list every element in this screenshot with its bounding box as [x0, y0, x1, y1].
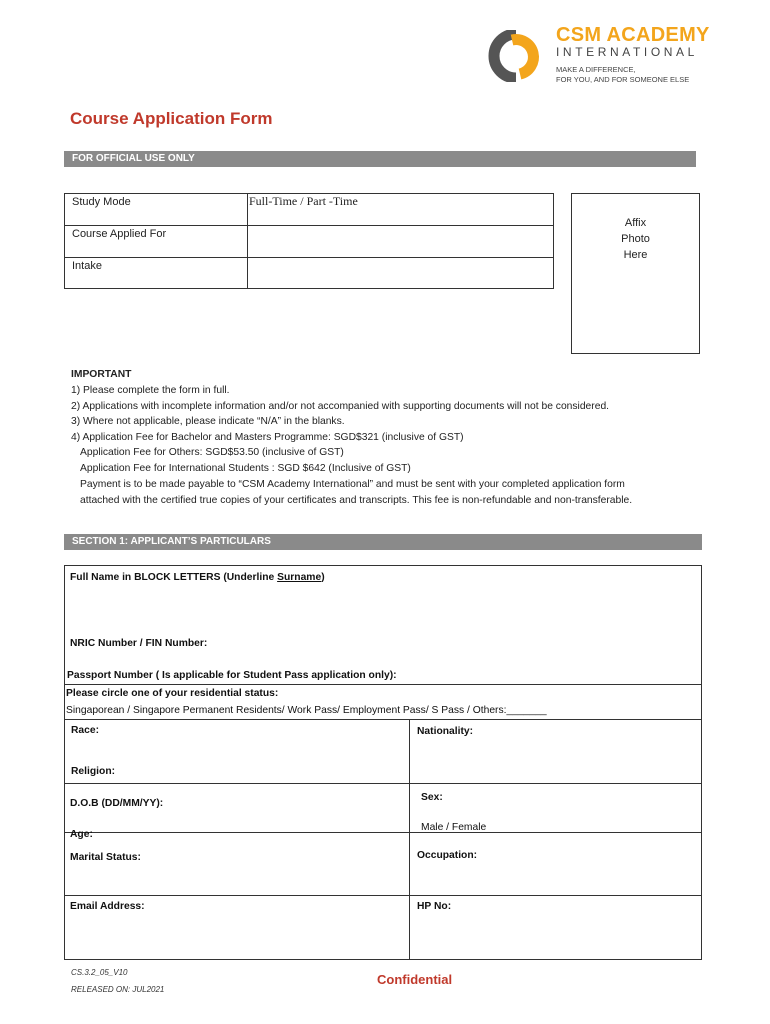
occupation-label[interactable]: Occupation: — [417, 850, 478, 861]
important-line: 1) Please complete the form in full. — [71, 385, 230, 396]
intake-row — [65, 258, 553, 290]
sex-label: Sex: — [421, 792, 443, 803]
important-line: 3) Where not applicable, please indicate “N/A” in the blanks. — [71, 416, 345, 427]
section1-bar: SECTION 1: APPLICANT’S PARTICULARS — [64, 534, 702, 550]
dob-label[interactable]: D.O.B (DD/MM/YY): — [70, 798, 164, 809]
photo-text-affix: Affix — [624, 217, 647, 229]
important-line: Application Fee for International Students : SGD $642 (Inclusive of GST) — [80, 463, 411, 474]
row-divider — [65, 684, 702, 685]
study-mode-row — [65, 194, 553, 226]
important-line: attached with the certified true copies of your certificates and transcripts. This fee is non-refundable and non-transferable. — [80, 495, 633, 506]
photo-box[interactable] — [571, 193, 700, 354]
row-divider — [65, 895, 702, 896]
hp-label[interactable]: HP No: — [417, 901, 452, 912]
important-line: Application Fee for Others: SGD$53.50 (inclusive of GST) — [80, 447, 344, 458]
study-mode-value[interactable]: Full-Time / Part -Time — [249, 194, 358, 208]
official-use-bar: FOR OFFICIAL USE ONLY — [64, 151, 696, 167]
photo-text-photo: Photo — [621, 233, 650, 245]
marital-status-label[interactable]: Marital Status: — [70, 852, 141, 863]
surname-text: Surname — [277, 572, 322, 583]
applicant-particulars-box — [64, 565, 702, 960]
age-label[interactable]: Age: — [70, 829, 93, 840]
document-code: CS.3.2_05_V10 — [71, 968, 128, 977]
sex-options[interactable]: Male / Female — [421, 822, 487, 833]
full-name-label[interactable]: Full Name in BLOCK LETTERS (Underline Surname) — [70, 572, 325, 583]
release-date: RELEASED ON: JUL2021 — [71, 985, 165, 994]
confidential-label: Confidential — [377, 972, 453, 987]
course-applied-row — [65, 226, 553, 258]
logo-tagline-1: MAKE A DIFFERENCE, — [556, 65, 636, 74]
row-divider — [65, 783, 702, 784]
logo-subtitle: INTERNATIONAL — [556, 45, 698, 59]
nationality-label[interactable]: Nationality: — [417, 726, 474, 737]
important-line: Payment is to be made payable to “CSM Academy International” and must be sent with your completed application form — [80, 479, 625, 490]
photo-text-here: Here — [623, 249, 648, 261]
form-title: Course Application Form — [70, 109, 273, 128]
important-line: 2) Applications with incomplete information and/or not accompanied with supporting documents will not be considered. — [71, 401, 610, 412]
column-divider — [409, 719, 410, 960]
important-heading: IMPORTANT — [71, 369, 132, 380]
nric-label[interactable]: NRIC Number / FIN Number: — [70, 638, 208, 649]
race-label[interactable]: Race: — [71, 725, 100, 736]
residential-status-options[interactable]: Singaporean / Singapore Permanent Residents/ Work Pass/ Employment Pass/ S Pass / Others:_______ — [66, 705, 547, 716]
row-divider — [65, 832, 702, 833]
csm-logo-icon — [486, 30, 550, 82]
row-divider — [65, 719, 702, 720]
passport-label[interactable]: Passport Number ( Is applicable for Student Pass application only): — [67, 670, 397, 681]
important-line: 4) Application Fee for Bachelor and Masters Programme: SGD$321 (inclusive of GST) — [71, 432, 464, 443]
residential-status-label: Please circle one of your residential status: — [66, 688, 279, 699]
study-mode-label: Study Mode — [72, 196, 131, 208]
email-label[interactable]: Email Address: — [70, 901, 145, 912]
logo-tagline-2: FOR YOU, AND FOR SOMEONE ELSE — [556, 75, 690, 84]
religion-label[interactable]: Religion: — [71, 766, 116, 777]
logo-title: CSM ACADEMY — [556, 24, 710, 46]
course-applied-label: Course Applied For — [72, 228, 167, 240]
intake-label: Intake — [72, 260, 102, 272]
official-use-table — [64, 193, 554, 289]
